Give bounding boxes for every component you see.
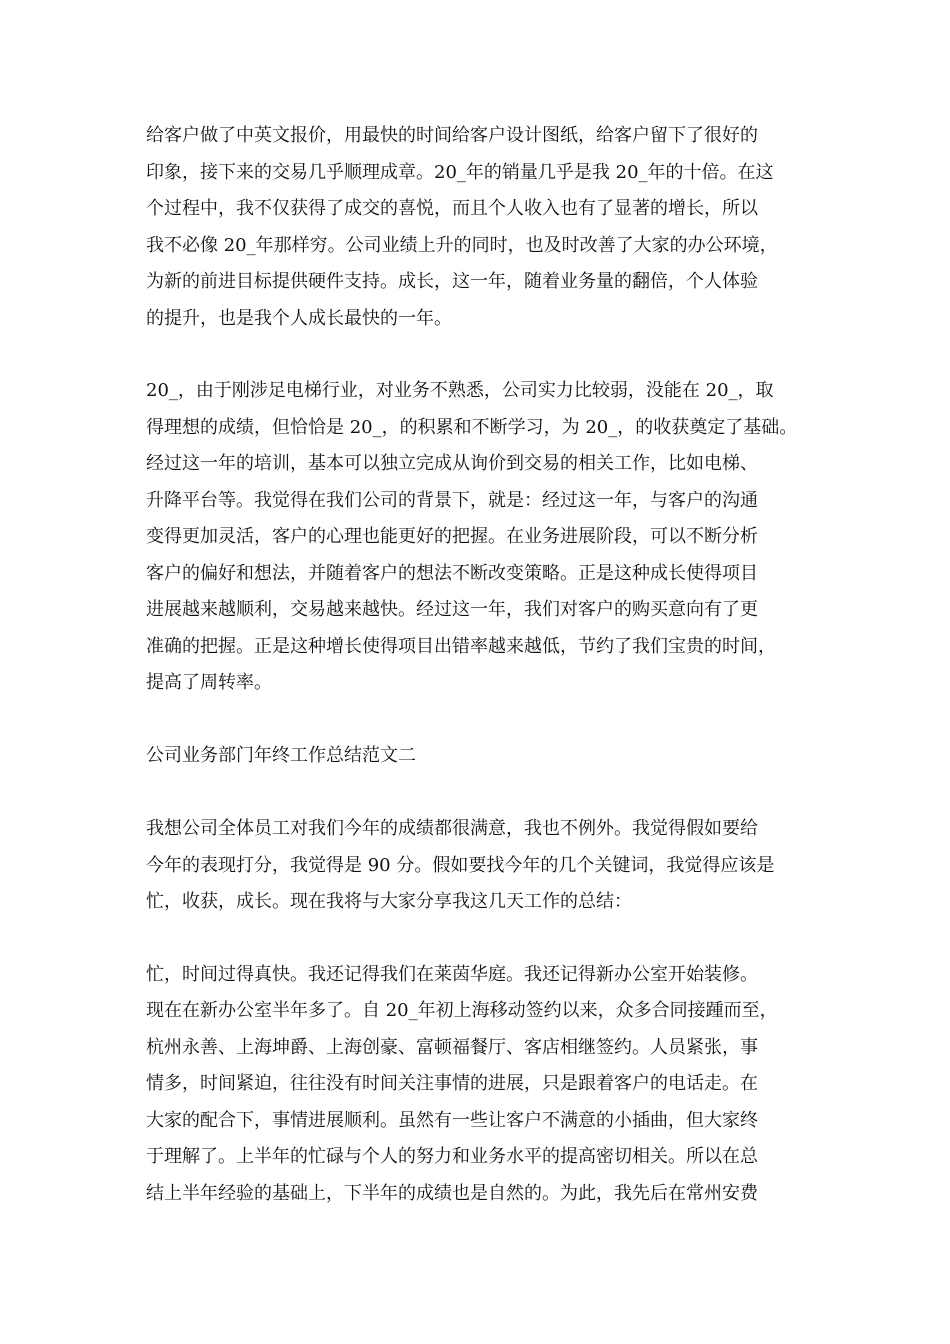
text-line: 今年的表现打分，我觉得是 90 分。假如要找今年的几个关键词，我觉得应该是: [146, 854, 775, 876]
document-body: [146, 118, 836, 1248]
text-line: 为新的前进目标提供硬件支持。成长，这一年，随着业务量的翻倍，个人体验: [146, 271, 758, 292]
text-line: 我不必像 20_年那样穷。公司业绩上升的同时，也及时改善了大家的办公环境，: [146, 234, 778, 256]
text-line: 进展越来越顺利，交易越来越快。经过这一年，我们对客户的购买意向有了更: [146, 599, 758, 620]
text-line: 结上半年经验的基础上，下半年的成绩也是自然的。为此，我先后在常州安费: [146, 1182, 758, 1204]
heading-text: 公司业务部门年终工作总结范文二: [146, 744, 416, 766]
text-line: 现在在新办公室半年多了。自 20_年初上海移动签约以来，众多合同接踵而至，: [146, 1000, 778, 1021]
text-line: 客户的偏好和想法，并随着客户的想法不断改变策略。正是这种成长使得项目: [146, 562, 758, 584]
text-line: 的提升，也是我个人成长最快的一年。: [146, 307, 452, 329]
text-line: 忙，时间过得真快。我还记得我们在莱茵华庭。我还记得新办公室开始装修。: [146, 963, 758, 985]
text-line: 印象，接下来的交易几乎顺理成章。20_年的销量几乎是我 20_年的十倍。在这: [146, 161, 774, 183]
text-line: 变得更加灵活，客户的心理也能更好的把握。在业务进展阶段，可以不断分析: [146, 526, 758, 547]
text-line: 经过这一年的培训，基本可以独立完成从询价到交易的相关工作，比如电梯、: [146, 453, 758, 474]
text-line: 我想公司全体员工对我们今年的成绩都很满意，我也不例外。我觉得假如要给: [146, 818, 758, 839]
text-line: 大家的配合下，事情进展顺利。虽然有一些让客户不满意的小插曲，但大家终: [146, 1109, 758, 1131]
text-line: 给客户做了中英文报价，用最快的时间给客户设计图纸，给客户留下了很好的: [146, 125, 758, 146]
paragraph-1: [146, 118, 836, 337]
paragraph-4: [146, 957, 836, 1213]
paragraph-3: [146, 811, 836, 921]
text-line: 个过程中，我不仅获得了成交的喜悦，而且个人收入也有了显著的增长，所以: [146, 198, 758, 219]
text-line: 得理想的成绩，但恰恰是 20_，的积累和不断学习，为 20_，的收获奠定了基础。: [146, 416, 798, 438]
section-heading: [146, 738, 836, 775]
text-line: 提高了周转率。: [146, 672, 272, 693]
text-line: 升降平台等。我觉得在我们公司的背景下，就是：经过这一年，与客户的沟通: [146, 489, 758, 511]
text-line: 20_，由于刚涉足电梯行业，对业务不熟悉，公司实力比较弱，没能在 20_，取: [146, 380, 774, 401]
text-line: 于理解了。上半年的忙碌与个人的努力和业务水平的提高密切相关。所以在总: [146, 1146, 758, 1167]
text-line: 情多，时间紧迫，往往没有时间关注事情的进展，只是跟着客户的电话走。在: [146, 1073, 758, 1094]
text-line: 忙，收获，成长。现在我将与大家分享我这几天工作的总结：: [146, 891, 632, 912]
text-line: 准确的把握。正是这种增长使得项目出错率越来越低，节约了我们宝贵的时间，: [146, 635, 776, 657]
text-line: 杭州永善、上海坤爵、上海创豪、富顿福餐厅、客店相继签约。人员紧张，事: [146, 1036, 758, 1058]
paragraph-2: [146, 373, 836, 702]
